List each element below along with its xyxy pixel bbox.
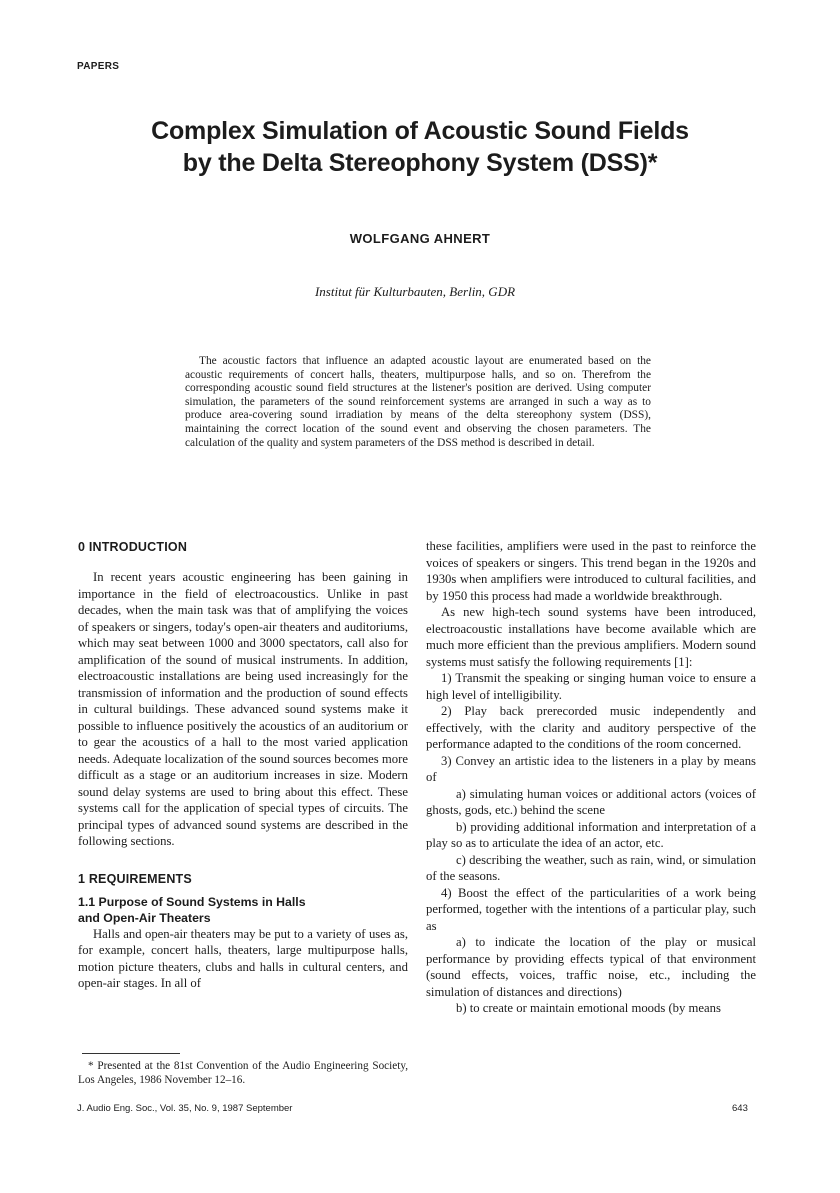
subsection-heading-line-1: 1.1 Purpose of Sound Systems in Halls	[78, 894, 306, 909]
requirements-paragraph: Halls and open-air theaters may be put to a variety of uses as, for example, concert halls, theaters, large multipurpose halls, motion picture theaters, clubs and halls in cultural centers, and open-air stages. In all of	[78, 926, 408, 990]
title-line-2: by the Delta Stereophony System (DSS)*	[182, 149, 658, 177]
left-column	[78, 540, 408, 992]
author-name: WOLFGANG AHNERT	[349, 231, 491, 246]
body-paragraph: As new high-tech sound systems have been introduced, electroacoustic installations have become available which are much more efficient than the previous amplifiers. Modern sound systems must satisfy the following requirements [1]:	[426, 605, 756, 669]
requirement-subitem: a) simulating human voices or additional actors (voices of ghosts, gods, etc.) behind the scene	[426, 786, 756, 817]
requirement-subitem: c) describing the weather, such as rain, wind, or simulation of the seasons.	[426, 852, 756, 883]
footnote-divider	[82, 1053, 180, 1054]
footnote: * Presented at the 81st Convention of the Audio Engineering Society, Los Angeles, 1986 November 12–16.	[78, 1060, 408, 1086]
requirement-subitem: b) to create or maintain emotional moods (by means	[456, 1001, 721, 1015]
requirement-item: 1) Transmit the speaking or singing human voice to ensure a high level of intelligibility.	[426, 671, 756, 702]
requirement-item: 4) Boost the effect of the particularities of a work being performed, together with the intentions of a particular play, such as	[426, 885, 756, 933]
intro-paragraph: In recent years acoustic engineering has been gaining in importance in the field of electroacoustics. Unlike in past decades, when the main task was that of amplifying the voices of speakers or singers, today's open-air theaters and auditoriums, which may seat between 1000 and 3000 spectators, call also for amplification of the sound of musical instruments. In addition, electroacoustic installations are being used increasingly for the transmission of information and the production of sound effects in cultural buildings. These advanced sound systems make it possible to influence positively the acoustics of an auditorium or to gear the acoustics of a hall to the most varied application needs. Adequate localization of the sound sources becomes more difficult as a stage or an auditorium increases in size. Modern sound delay systems are used to bring about this effect. These systems call for the application of special types of circuits. The principal types of advanced sound systems are described in the following sections.	[78, 570, 408, 848]
body-paragraph: these facilities, amplifiers were used in the past to reinforce the voices of speakers or singers. This trend began in the 1920s and 1930s when amplifiers were introduced to cultural facilities, and by 1950 this process had made a worldwide breakthrough.	[426, 539, 756, 603]
intro-heading: 0 INTRODUCTION	[78, 540, 188, 554]
subsection-heading-line-2: and Open-Air Theaters	[78, 910, 211, 925]
paper-title	[0, 115, 840, 179]
page-number: 643	[732, 1103, 748, 1114]
requirement-subitem: b) providing additional information and interpretation of a play so as to articulate the idea of an actor, etc.	[426, 819, 756, 850]
author-affiliation: Institut für Kulturbauten, Berlin, GDR	[314, 284, 516, 299]
title-line-1: Complex Simulation of Acoustic Sound Fields	[151, 117, 689, 145]
section-label: PAPERS	[77, 61, 120, 72]
requirement-item: 2) Play back prerecorded music independently and effectively, with the clarity and auditory perspective of the performance adapted to the conditions of the room concerned.	[426, 704, 756, 751]
requirement-subitem: a) to indicate the location of the play or musical performance by providing effects typical of that environment (sound effects, voices, traffic noise, etc., including the simulation of distances and directions)	[426, 935, 756, 999]
abstract: The acoustic factors that influence an adapted acoustic layout are enumerated based on the acoustic requirements of concert halls, theaters, multipurpose halls, and so on. Therefrom the corresponding acoustic sound field structures at the listener's position are derived. Using computer simulation, the parameters of the sound reinforcement systems are arranged in such a way as to produce area-covering sound irradiation by means of the delta stereophony system (DSS), maintaining the correct location of the sound event and observing the chosen parameters. The calculation of the quality and system parameters of the DSS method is described in detail.	[185, 355, 651, 449]
requirement-item: 3) Convey an artistic idea to the listeners in a play by means of	[426, 753, 756, 784]
right-column	[426, 538, 756, 1017]
requirements-heading: 1 REQUIREMENTS	[78, 871, 192, 886]
subsection-heading	[78, 894, 408, 926]
journal-citation: J. Audio Eng. Soc., Vol. 35, No. 9, 1987 September	[77, 1103, 293, 1114]
